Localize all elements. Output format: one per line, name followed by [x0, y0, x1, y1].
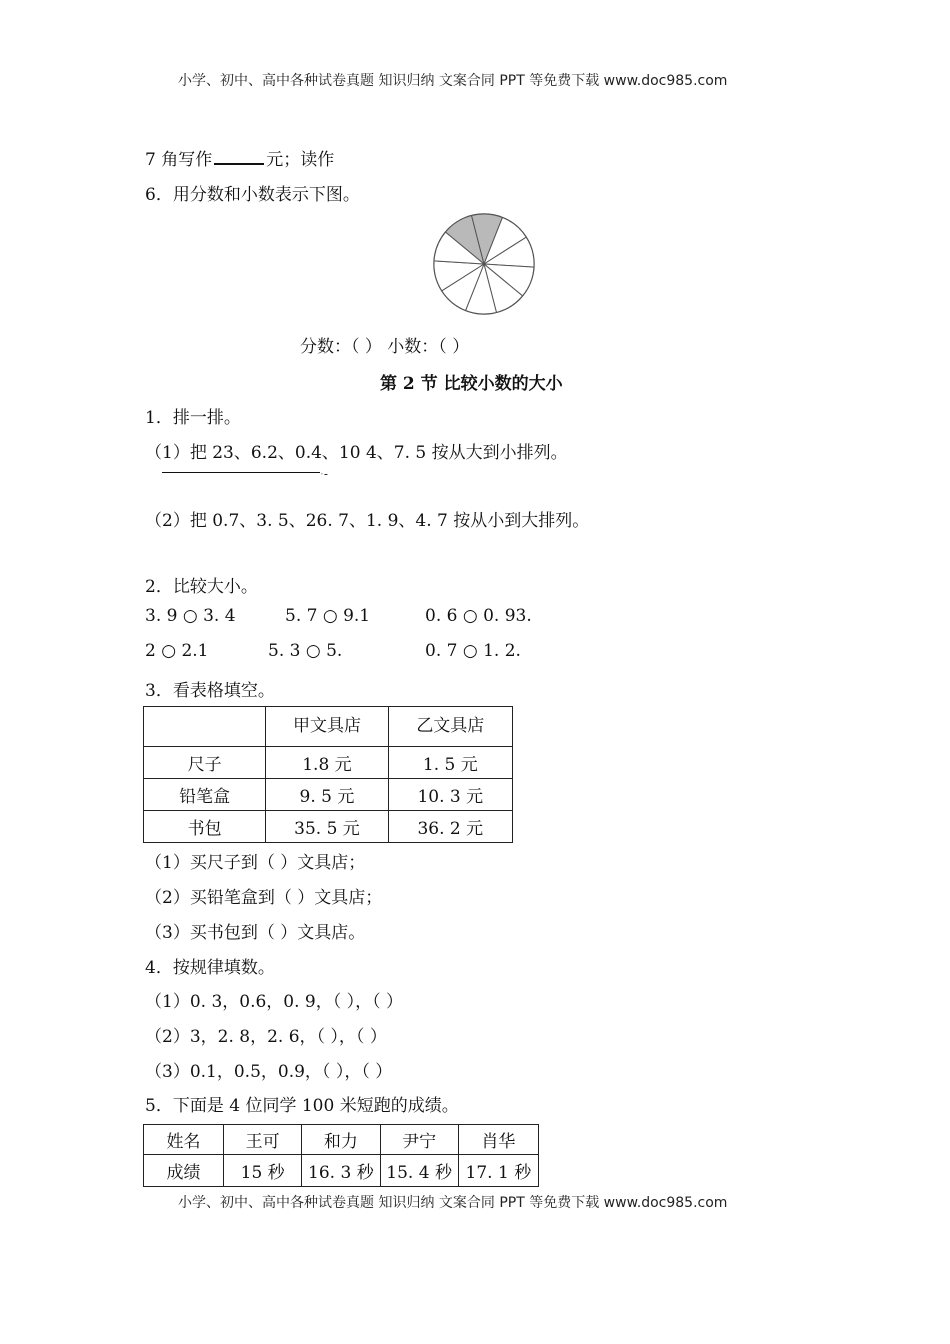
mark: ·-: [320, 467, 328, 481]
sprint-table: [143, 1124, 539, 1187]
table-cell: 成绩: [144, 1155, 224, 1187]
table-row: [144, 1155, 539, 1187]
s4-title: 4．按规律填数。: [145, 958, 275, 978]
table-cell: 17. 1 秒: [458, 1155, 538, 1187]
q5-partial-line: [145, 145, 334, 170]
table-cell: 9. 5 元: [266, 779, 388, 811]
table-cell: 15. 4 秒: [380, 1155, 458, 1187]
s1-title: 1．排一排。: [145, 408, 241, 428]
compare-2-1: 2 ○ 2.1: [145, 641, 209, 661]
table-cell: 16. 3 秒: [302, 1155, 380, 1187]
page-header: 小学、初中、高中各种试卷真题 知识归纳 文案合同 PPT 等免费下载 www.doc985.com: [178, 73, 728, 89]
q5-suffix: 元；读作: [266, 150, 335, 170]
q5-prefix: 7 角写作: [145, 150, 213, 170]
table-cell: 35. 5 元: [266, 811, 388, 843]
table-cell: 铅笔盒: [144, 779, 266, 811]
table-cell: 姓名: [144, 1125, 224, 1155]
table-row: [144, 747, 513, 779]
compare-1-1: 3. 9 ○ 3. 4: [145, 606, 236, 626]
s2-title: 2．比较大小。: [145, 577, 258, 597]
answer-blank: [214, 147, 264, 165]
fraction-circle-figure: [432, 212, 536, 316]
price-table: [143, 706, 513, 843]
table-row: [144, 1125, 539, 1155]
s3-q2: （2）买铅笔盒到（ ）文具店；: [145, 888, 383, 908]
table-cell: 和力: [302, 1125, 380, 1155]
table-cell: 1. 5 元: [388, 747, 512, 779]
section-title: 第 2 节 比较小数的大小: [380, 374, 563, 394]
compare-2-2: 5. 3 ○ 5.: [268, 641, 343, 661]
q6-title: 6．用分数和小数表示下图。: [145, 185, 360, 205]
compare-1-2: 5. 7 ○ 9.1: [285, 606, 371, 626]
q6-answer-line: 分数：（ ） 小数：（ ）: [300, 337, 470, 357]
s5-title: 5．下面是 4 位同学 100 米短跑的成绩。: [145, 1096, 459, 1116]
s1-p2: （2）把 0.7、3. 5、26. 7、1. 9、4. 7 按从小到大排列。: [145, 511, 590, 531]
table-cell: 书包: [144, 811, 266, 843]
page-footer: 小学、初中、高中各种试卷真题 知识归纳 文案合同 PPT 等免费下载 www.doc985.com: [178, 1195, 728, 1211]
compare-2-3: 0. 7 ○ 1. 2.: [425, 641, 521, 661]
pie-wedges: [434, 214, 534, 314]
table-cell: 乙文具店: [388, 707, 512, 747]
table-cell: 15 秒: [224, 1155, 302, 1187]
table-cell: 36. 2 元: [388, 811, 512, 843]
table-cell: 尺子: [144, 747, 266, 779]
table-cell: 1.8 元: [266, 747, 388, 779]
table-cell: 甲文具店: [266, 707, 388, 747]
table-cell: 10. 3 元: [388, 779, 512, 811]
s3-q1: （1）买尺子到（ ）文具店；: [145, 853, 366, 873]
s4-q1: （1）0. 3，0.6，0. 9，（ ），（ ）: [145, 992, 404, 1012]
answer-line-1: [162, 472, 320, 473]
table-row: [144, 707, 513, 747]
table-cell: 王可: [224, 1125, 302, 1155]
s4-q2: （2）3，2. 8，2. 6，（ ），（ ）: [145, 1027, 387, 1047]
table-cell: 尹宁: [380, 1125, 458, 1155]
table-row: [144, 811, 513, 843]
s4-q3: （3）0.1，0.5，0.9，（ ），（ ）: [145, 1062, 393, 1082]
compare-1-3: 0. 6 ○ 0. 93.: [425, 606, 532, 626]
s3-q3: （3）买书包到（ ）文具店。: [145, 923, 366, 943]
table-cell: [144, 707, 266, 747]
s3-title: 3．看表格填空。: [145, 681, 275, 701]
table-row: [144, 779, 513, 811]
s1-p1: （1）把 23、6.2、0.4、10 4、7. 5 按从大到小排列。: [145, 443, 568, 463]
table-cell: 肖华: [458, 1125, 538, 1155]
